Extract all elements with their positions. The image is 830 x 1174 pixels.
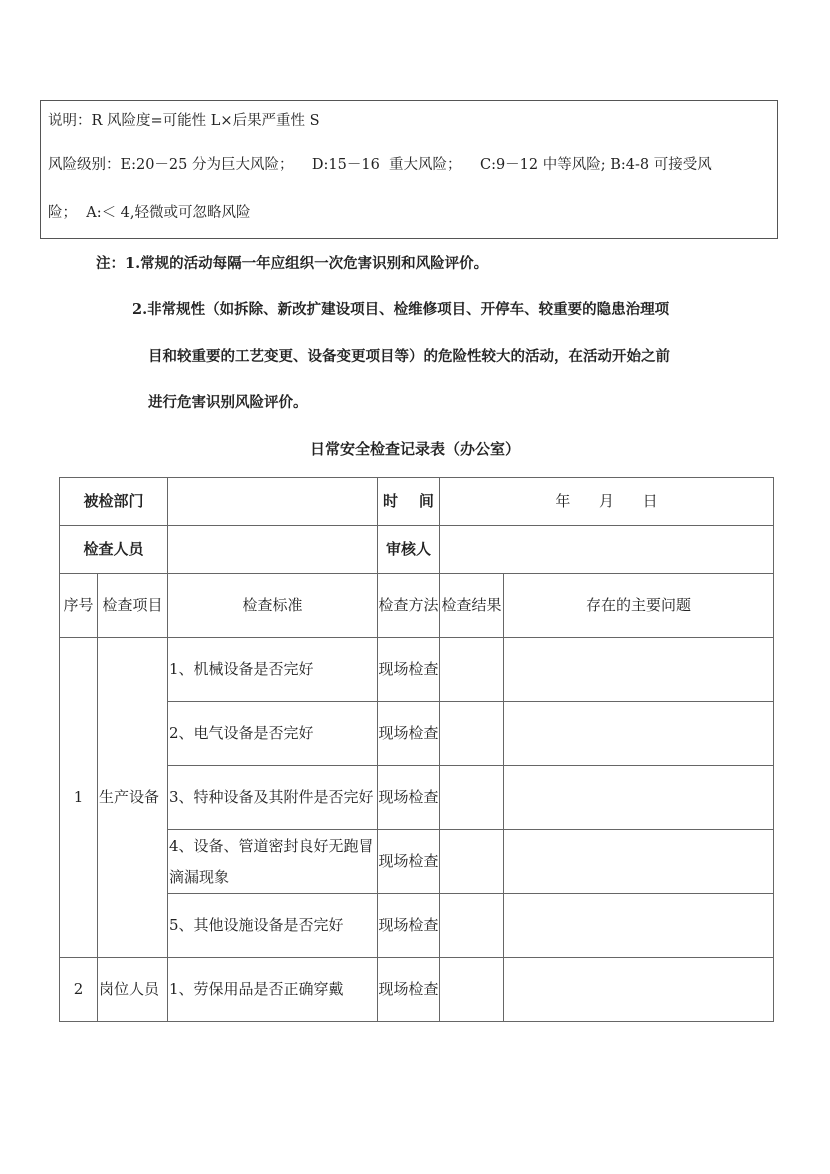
method-cell: 现场检查 [378,766,440,830]
risk-level-text-cont: 险； A:＜ 4,轻微或可忽略风险 [48,205,251,221]
inspection-record-table [59,477,774,1022]
result-cell[interactable] [440,766,504,830]
table-row [60,702,774,766]
result-cell[interactable] [440,894,504,958]
issues-cell[interactable] [504,638,774,702]
inspector-label: 检查人员 [60,526,168,574]
standard-cell: 5、其他设施设备是否完好 [168,894,378,958]
time-label: 时 间 [378,478,440,526]
issues-cell[interactable] [504,702,774,766]
reviewer-label: 审核人 [378,526,440,574]
result-cell[interactable] [440,702,504,766]
date-field[interactable]: 年 月 日 [440,478,774,526]
result-cell[interactable] [440,638,504,702]
table-row [60,766,774,830]
group-item: 生产设备 [98,638,168,958]
note-2-line-1: 2.非常规性（如拆除、新改扩建设项目、检维修项目、开停车、较重要的隐患治理项 [132,301,670,318]
method-cell: 现场检查 [378,894,440,958]
issues-cell[interactable] [504,894,774,958]
table-row [60,830,774,894]
note-1: 注：1.常规的活动每隔一年应组织一次危害识别和风险评价。 [96,255,489,272]
department-field[interactable] [168,478,378,526]
group-no: 1 [60,638,98,958]
standard-cell: 3、特种设备及其附件是否完好 [168,766,378,830]
col-header-standard: 检查标准 [168,574,378,638]
standard-cell: 1、劳保用品是否正确穿戴 [168,958,378,1022]
method-cell: 现场检查 [378,702,440,766]
inspector-field[interactable] [168,526,378,574]
standard-cell: 2、电气设备是否完好 [168,702,378,766]
group-item: 岗位人员 [98,958,168,1022]
method-cell: 现场检查 [378,638,440,702]
col-header-method: 检查方法 [378,574,440,638]
column-header-row [60,574,774,638]
issues-cell[interactable] [504,958,774,1022]
table-row [60,894,774,958]
standard-cell: 1、机械设备是否完好 [168,638,378,702]
table-row [60,958,774,1022]
result-cell[interactable] [440,830,504,894]
note-2-line-3: 进行危害识别风险评价。 [148,394,308,411]
risk-level-text: 风险级别：E:20－25 分为巨大风险； D:15－16 重大风险； C:9－12 中等风险; B:4-8 可接受风 [48,157,712,173]
risk-explanation-box [40,100,778,239]
issues-cell[interactable] [504,830,774,894]
col-header-issues: 存在的主要问题 [504,574,774,638]
method-cell: 现场检查 [378,830,440,894]
method-cell: 现场检查 [378,958,440,1022]
group-no: 2 [60,958,98,1022]
table-row [60,638,774,702]
issues-cell[interactable] [504,766,774,830]
header-row-inspector [60,526,774,574]
risk-formula-text: 说明：R 风险度=可能性 L×后果严重性 S [48,113,320,129]
note-2-line-2: 目和较重要的工艺变更、设备变更项目等）的危险性较大的活动，在活动开始之前 [148,348,670,365]
header-row-department [60,478,774,526]
department-label: 被检部门 [60,478,168,526]
reviewer-field[interactable] [440,526,774,574]
col-header-item: 检查项目 [98,574,168,638]
table-title: 日常安全检查记录表（办公室） [309,440,520,458]
col-header-no: 序号 [60,574,98,638]
col-header-result: 检查结果 [440,574,504,638]
standard-cell: 4、设备、管道密封良好无跑冒滴漏现象 [168,830,378,894]
result-cell[interactable] [440,958,504,1022]
